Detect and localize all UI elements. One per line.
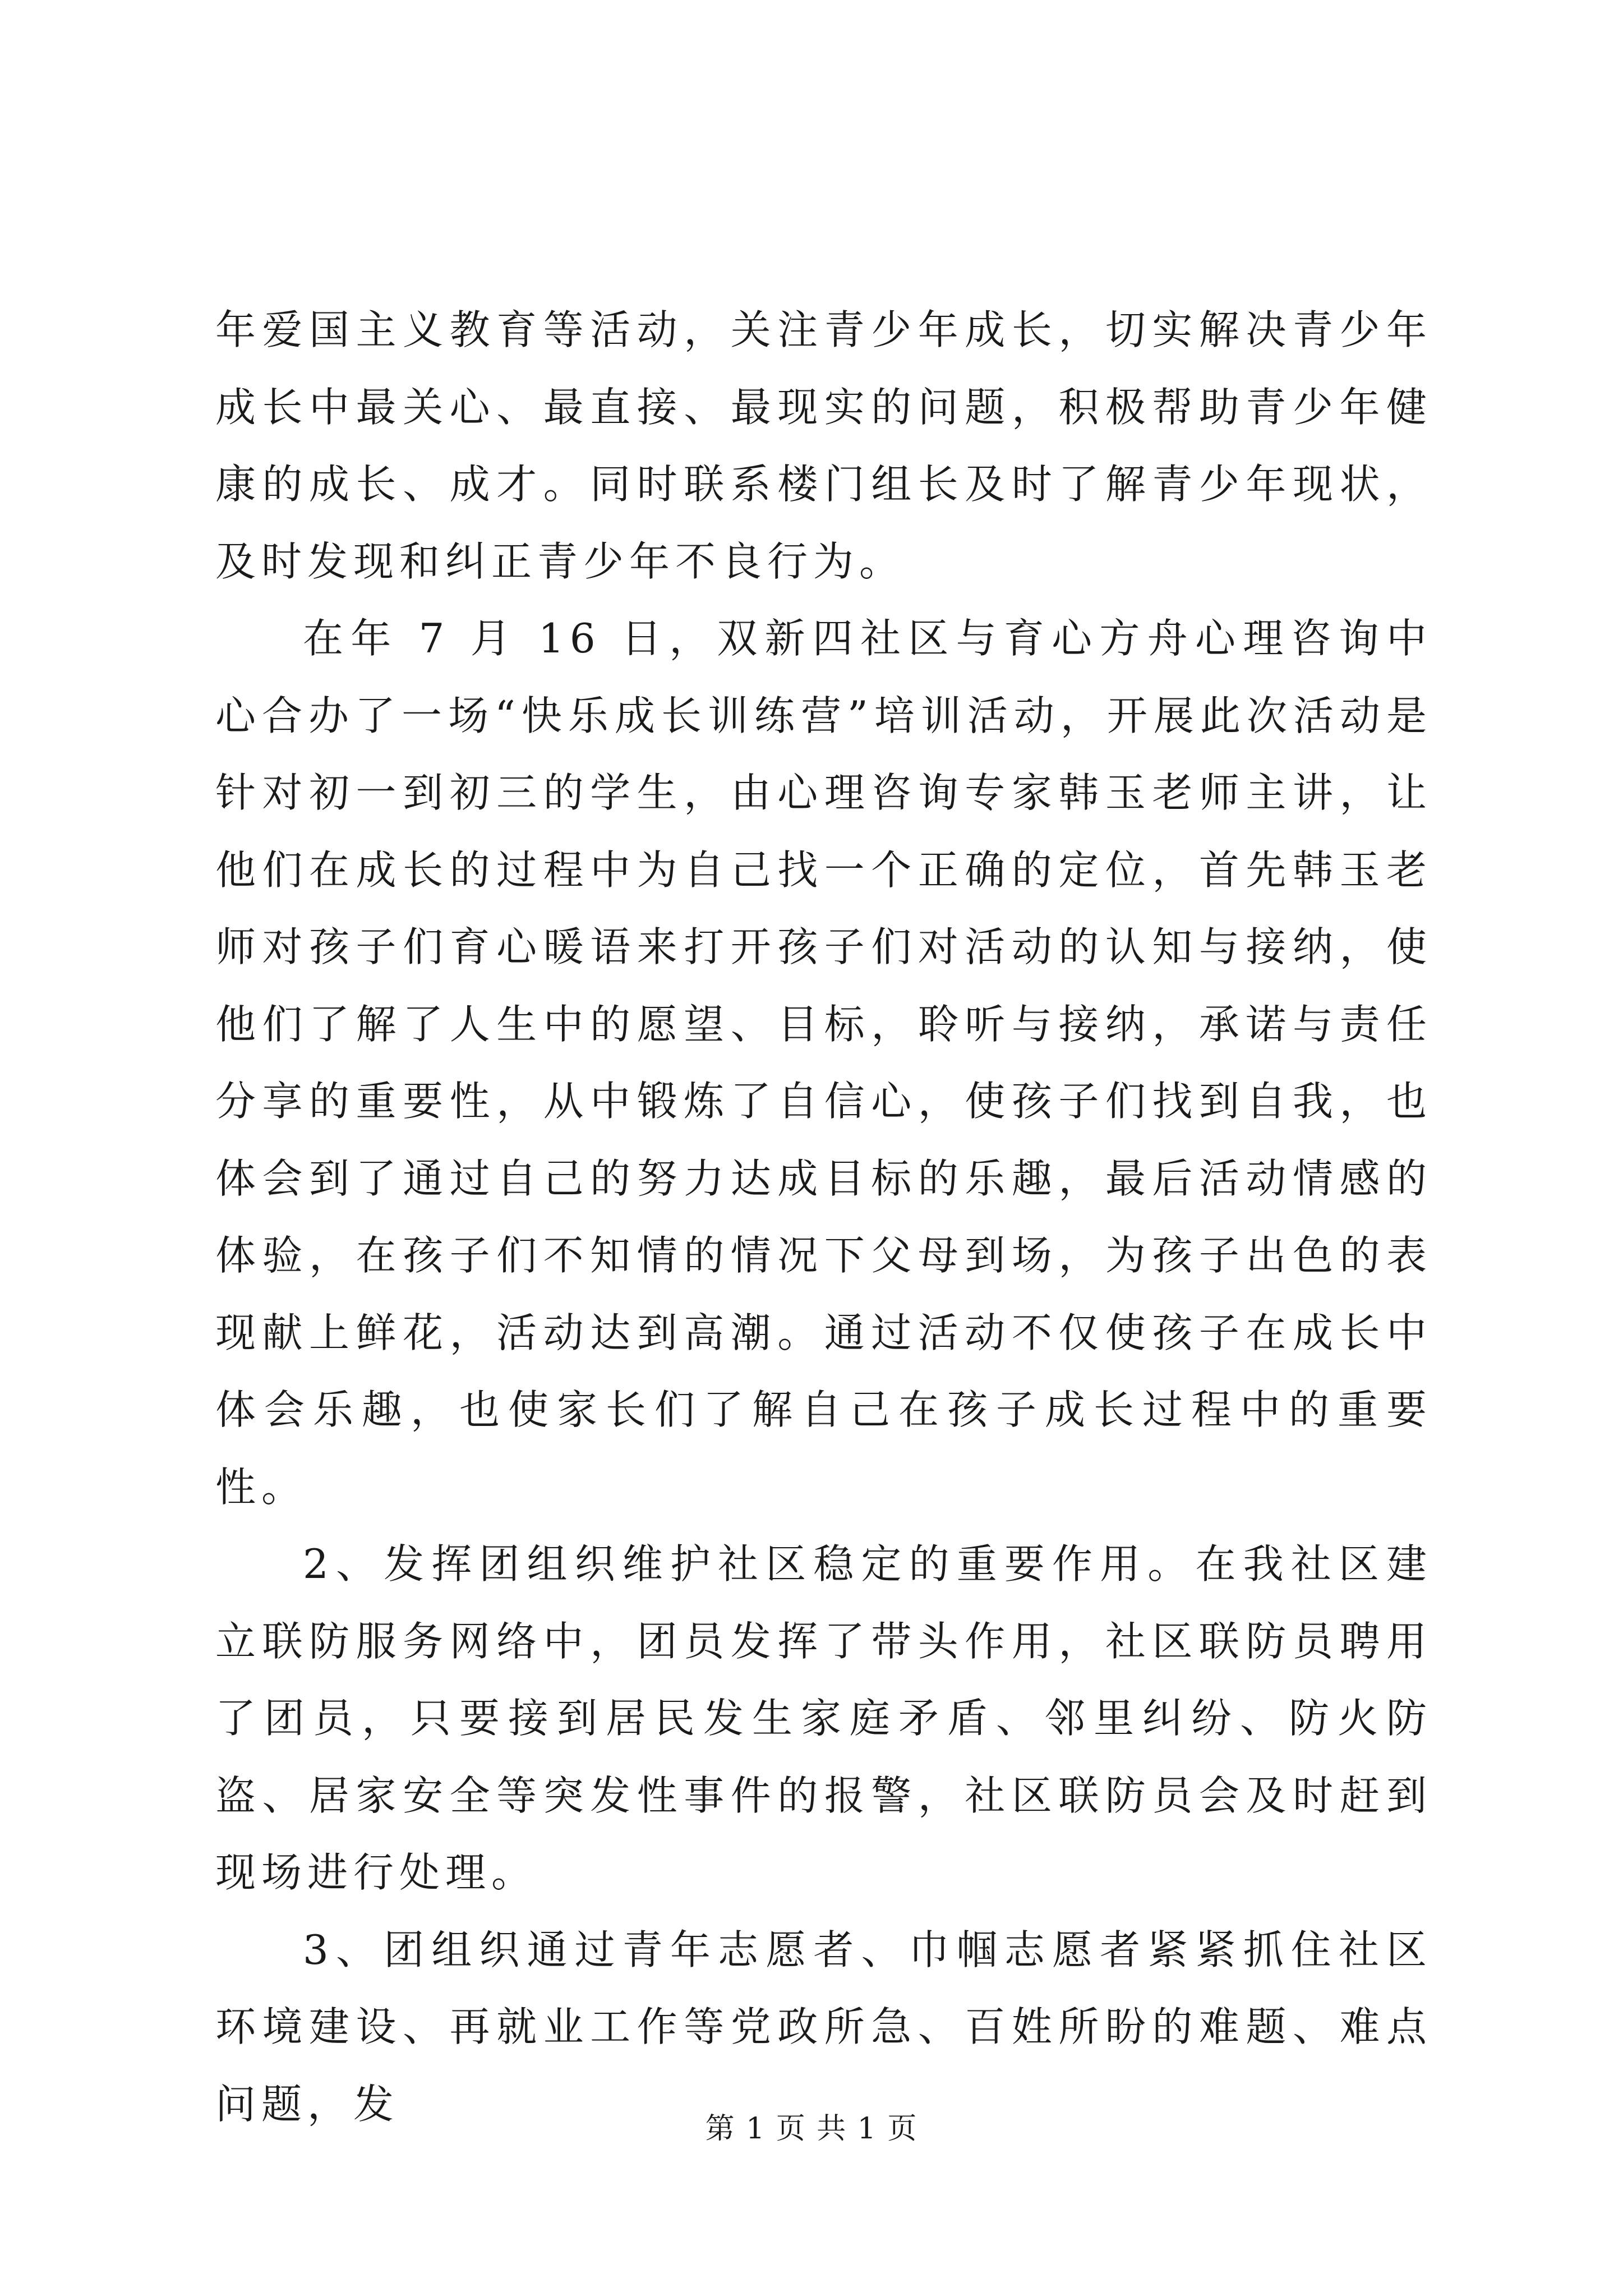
paragraph-3: 2、发挥团组织维护社区稳定的重要作用。在我社区建立联防服务网络中，团员发挥了带头作用，社区联防员聘用了团员，只要接到居民发生家庭矛盾、邻里纠纷、防火防盗、居家安全等突发性事件的报警，社区联防员会及时赶到现场进行处理。: [215, 1540, 1432, 1896]
document-body: [215, 292, 1432, 2143]
paragraph-1: 年爱国主义教育等活动，关注青少年成长，切实解决青少年成长中最关心、最直接、最现实的问题，积极帮助青少年健康的成长、成才。同时联系楼门组长及时了解青少年现状，及时发现和纠正青少年不良行为。: [215, 306, 1432, 585]
paragraph-2: 在年 7 月 16 日，双新四社区与育心方舟心理咨询中心合办了一场“快乐成长训练营”培训活动，开展此次活动是针对初一到初三的学生，由心理咨询专家韩玉老师主讲，让他们在成长的过程中为自己找一个正确的定位，首先韩玉老师对孩子们育心暖语来打开孩子们对活动的认知与接纳，使他们了解了人生中的愿望、目标，聆听与接纳，承诺与责任分享的重要性，从中锻炼了自信心，使孩子们找到自我，也体会到了通过自己的努力达成目标的乐趣，最后活动情感的体验，在孩子们不知情的情况下父母到场，为孩子出色的表现献上鲜花，活动达到高潮。通过活动不仅使孩子在成长中体会乐趣，也使家长们了解自己在孩子成长过程中的重要性。: [215, 615, 1432, 1511]
paragraph-4: 3、团组织通过青年志愿者、巾帼志愿者紧紧抓住社区环境建设、再就业工作等党政所急、百姓所盼的难题、难点问题，发: [215, 1926, 1432, 2128]
page-number-footer: 第 1 页 共 1 页: [705, 2112, 918, 2146]
